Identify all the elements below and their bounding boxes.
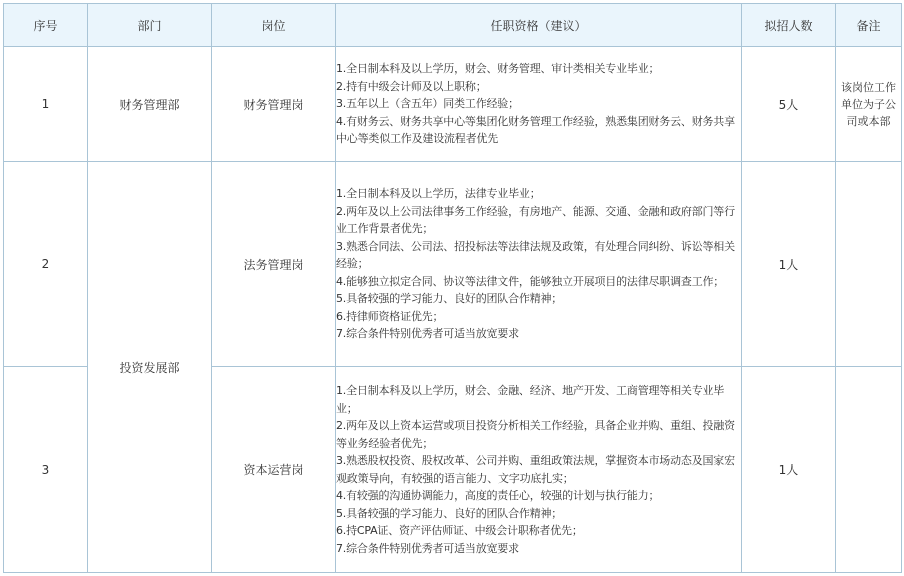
requirement-item: 5.具备较强的学习能力、良好的团队合作精神； [336,292,563,306]
header-row [4,4,902,47]
requirement-item: 3.五年以上（含五年）同类工作经验； [336,97,519,111]
row-number: 1 [4,47,88,162]
post-cell: 法务管理岗 [212,162,336,367]
requirements-cell [336,367,742,573]
requirement-item: 4.有财务云、财务共享中心等集团化财务管理工作经验，熟悉集团财务云、财务共享中心等类似工作及建设流程者优先 [336,114,735,146]
requirement-item: 5.具备较强的学习能力、良好的团队合作精神； [336,506,563,520]
header-note: 备注 [836,4,902,47]
requirements-cell [336,47,742,162]
requirement-item: 7.综合条件特别优秀者可适当放宽要求 [336,327,519,341]
requirement-item: 2.两年及以上公司法律事务工作经验，有房地产、能源、交通、金融和政府部门等行业工作背景者优先； [336,204,735,236]
requirement-item: 4.能够独立拟定合同、协议等法律文件，能够独立开展项目的法律尽职调查工作； [336,274,725,288]
requirement-item: 6.持CPA证、资产评估师证、中级会计职称者优先； [336,524,583,537]
requirement-item: 3.熟悉股权投资、股权改革、公司并购、重组政策法规，掌握资本市场动态及国家宏观政策导向，有较强的语言能力、文字功底扎实； [336,454,735,485]
department-cell: 财务管理部 [88,47,212,162]
requirements-cell [336,162,742,367]
row-number: 3 [4,367,88,573]
header-department: 部门 [88,4,212,47]
note-cell [836,367,902,573]
headcount-cell: 1人 [742,367,836,573]
department-cell: 投资发展部 [88,162,212,573]
requirement-item: 1.全日制本科及以上学历，财会、财务管理、审计类相关专业毕业； [336,62,660,76]
note-cell [836,162,902,367]
requirement-item: 4.有较强的沟通协调能力，高度的责任心，较强的计划与执行能力； [336,489,660,502]
requirement-item: 2.两年及以上资本运营或项目投资分析相关工作经验，具备企业并购、重组、投融资等业务经验者优先； [336,419,735,450]
row-number: 2 [4,162,88,367]
headcount-cell: 1人 [742,162,836,367]
table-row [4,162,902,367]
header-no: 序号 [4,4,88,47]
requirement-item: 2.持有中级会计师及以上职称； [336,79,487,93]
requirement-item: 1.全日制本科及以上学历，法律专业毕业； [336,187,541,201]
header-post: 岗位 [212,4,336,47]
header-requirements: 任职资格（建议） [336,4,742,47]
post-cell: 资本运营岗 [212,367,336,573]
header-count: 拟招人数 [742,4,836,47]
requirement-item: 1.全日制本科及以上学历，财会、金融、经济、地产开发、工商管理等相关专业毕业； [336,384,725,415]
note-cell: 该岗位工作单位为子公司或本部 [836,47,902,162]
requirement-item: 6.持律师资格证优先； [336,309,444,323]
requirement-item: 7.综合条件特别优秀者可适当放宽要求 [336,541,519,555]
recruitment-table [3,3,902,573]
requirement-item: 3.熟悉合同法、公司法、招投标法等法律法规及政策，有处理合同纠纷、诉讼等相关经验； [336,239,735,271]
post-cell: 财务管理岗 [212,47,336,162]
headcount-cell: 5人 [742,47,836,162]
table-row [4,47,902,162]
